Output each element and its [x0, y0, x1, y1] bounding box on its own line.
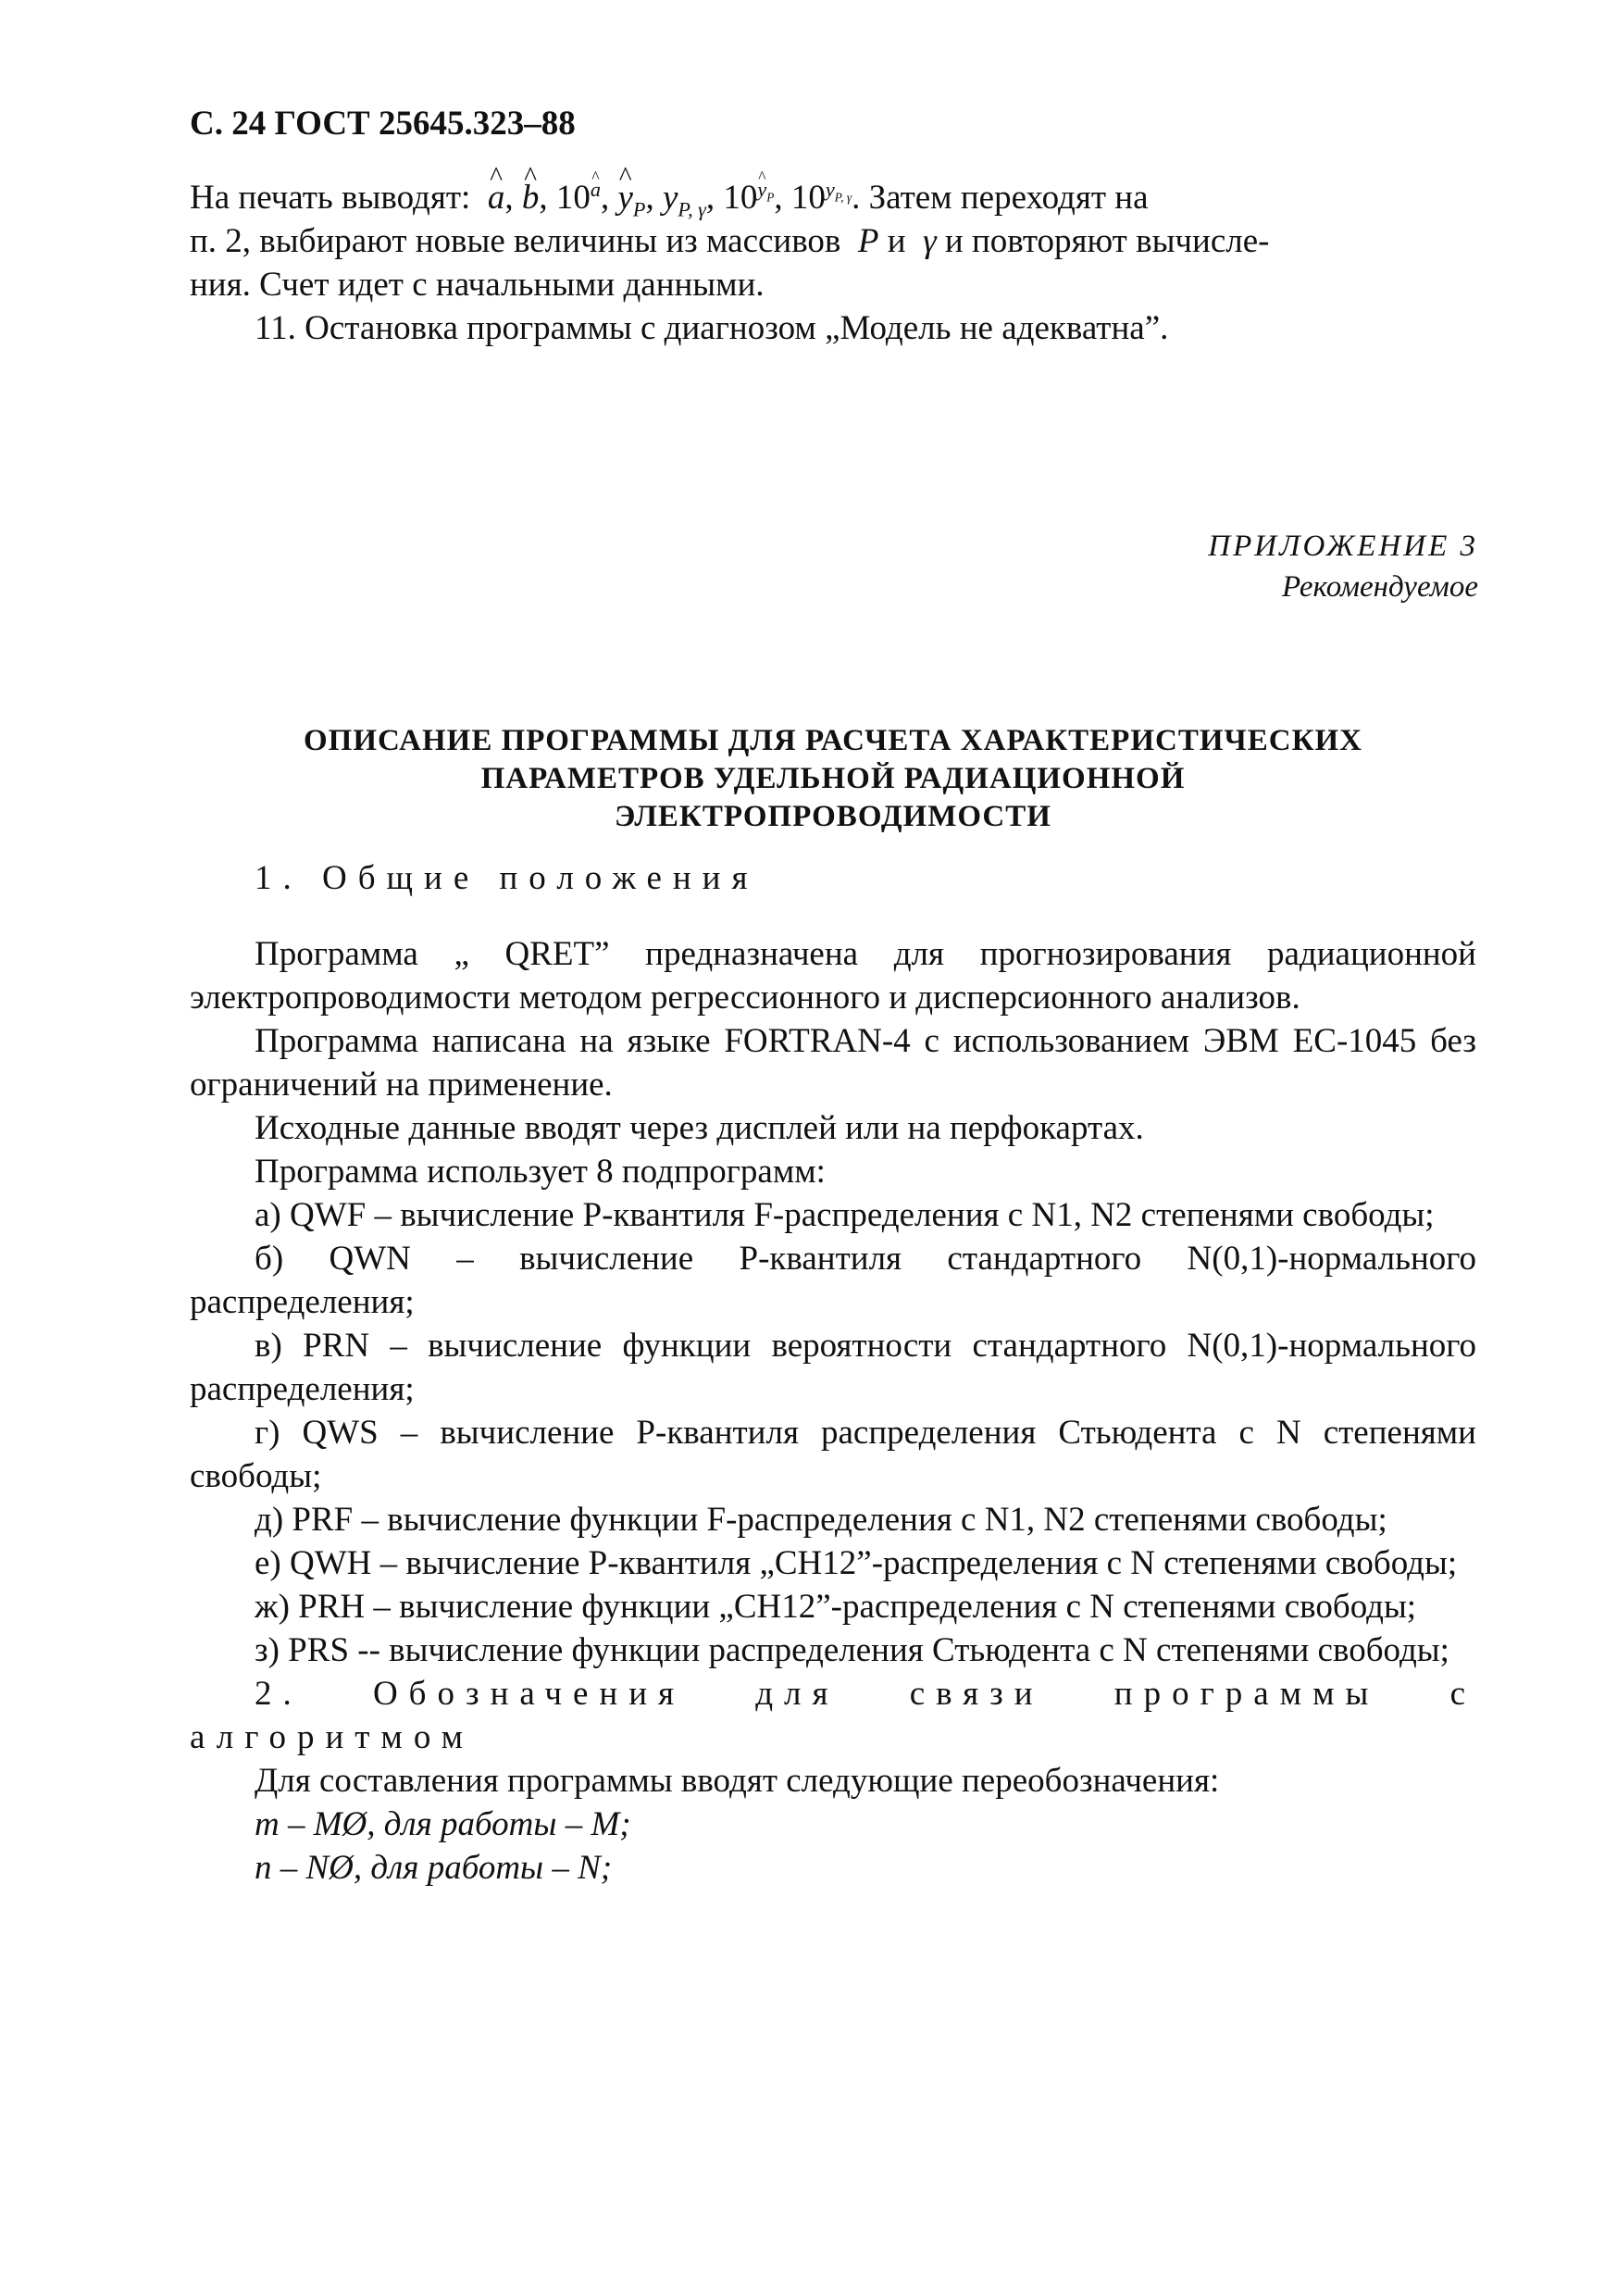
intro-lead: На печать выводят: [190, 179, 471, 217]
ten-1: 10 [555, 179, 591, 217]
var-b-hat: ^ b [522, 176, 540, 219]
sub-p-gamma-2: P, γ [834, 190, 852, 205]
intro-line-2-text: п. 2, выбирают новые величины из массивов [190, 222, 841, 260]
section-1-p2: Программа написана на языке FORTRAN-4 с использованием ЭВМ ЕС-1045 без ограничений на применение. [190, 1022, 1476, 1104]
section-1-p3: Исходные данные вводят через дисплей или на перфокартах. [255, 1109, 1144, 1147]
ten-2: 10 [723, 179, 758, 217]
list-item: б) QWN – вычисление P-квантиля стандартного N(0,1)-нормального распределения; [190, 1240, 1476, 1321]
section-2-p1: Для составления программы вводят следующие переобозначения: [255, 1762, 1220, 1800]
section-2-m: m – MØ, для работы – M; [255, 1805, 631, 1843]
intro-line-3: ния. Счет идет с начальными данными. [190, 266, 765, 304]
section-2-heading: 2. Обозначения для связи программы с алгоритмом [190, 1675, 1476, 1756]
section-1-p1: Программа „ QRET” предназначена для прогнозирования радиационной электропроводимости методом регрессионного и дисперсионного анализов. [190, 935, 1476, 1017]
list-item: г) QWS – вычисление P-квантиля распределения Стьюдента с N степенями свободы; [190, 1414, 1476, 1495]
section-1 [190, 856, 1476, 1890]
var-a-hat: ^ a [488, 176, 505, 219]
sup-y: y [825, 177, 835, 201]
var-y-hat: ^ y [617, 176, 632, 219]
intro-line-2-tail: и повторяют вычисле- [944, 222, 1270, 260]
conj-and: и [887, 222, 906, 260]
page-header: С. 24 ГОСТ 25645.323–88 [190, 105, 576, 143]
item-11: 11. Остановка программы с диагнозом „Модель не адекватна”. [255, 309, 1169, 347]
sub-p-1: P [632, 197, 646, 221]
intro-line-2 [190, 219, 1476, 263]
section-1-heading: 1. Общие положения [255, 859, 759, 897]
title-line-3: ЭЛЕКТРОПРОВОДИМОСТИ [615, 800, 1051, 833]
appendix-label-block [1208, 526, 1478, 607]
var-P: P [857, 222, 879, 260]
intro-block [190, 176, 1476, 350]
sub-p-gamma-1: P, γ [678, 197, 706, 221]
section-2-n: n – NØ, для работы – N; [255, 1849, 613, 1887]
list-item: а) QWF – вычисление P-квантиля F-распределения с N1, N2 степенями свободы; [255, 1196, 1435, 1234]
section-1-p4: Программа использует 8 подпрограмм: [255, 1153, 826, 1191]
list-item: е) QWH – вычисление P-квантиля „СН12”-распределения с N степенями свободы; [255, 1544, 1458, 1582]
document-title [190, 722, 1476, 836]
intro-line-1: На печать выводят: ^ a, ^ b, 10$^a$, ^ $y_P$, $y_{P, \gamma}$, $10^{y_P}$, $10^{y_{P, \gamma}}$. Затем переходят на [190, 176, 1476, 219]
title-line-1: ОПИСАНИЕ ПРОГРАММЫ ДЛЯ РАСЧЕТА ХАРАКТЕРИСТИЧЕСКИХ [303, 724, 1363, 757]
appendix-label: ПРИЛОЖЕНИЕ 3 [1208, 530, 1478, 563]
var-gamma: γ [923, 222, 937, 260]
appendix-sub: Рекомендуемое [1281, 570, 1478, 604]
title-line-2: ПАРАМЕТРОВ УДЕЛЬНОЙ РАДИАЦИОННОЙ [480, 762, 1186, 795]
var-y: y [662, 179, 678, 217]
list-item: д) PRF – вычисление функции F-распределения с N1, N2 степенями свободы; [255, 1501, 1387, 1539]
list-item: з) PRS -- вычисление функции распределения Стьюдента с N степенями свободы; [255, 1631, 1449, 1669]
sub-p-2: P [766, 190, 775, 205]
ten-3: 10 [790, 179, 826, 217]
list-item: ж) PRH – вычисление функции „СН12”-распределения с N степенями свободы; [255, 1588, 1417, 1626]
list-item: в) PRN – вычисление функции вероятности стандартного N(0,1)-нормального распределения; [190, 1327, 1476, 1408]
intro-tail: . Затем переходят на [852, 179, 1149, 217]
